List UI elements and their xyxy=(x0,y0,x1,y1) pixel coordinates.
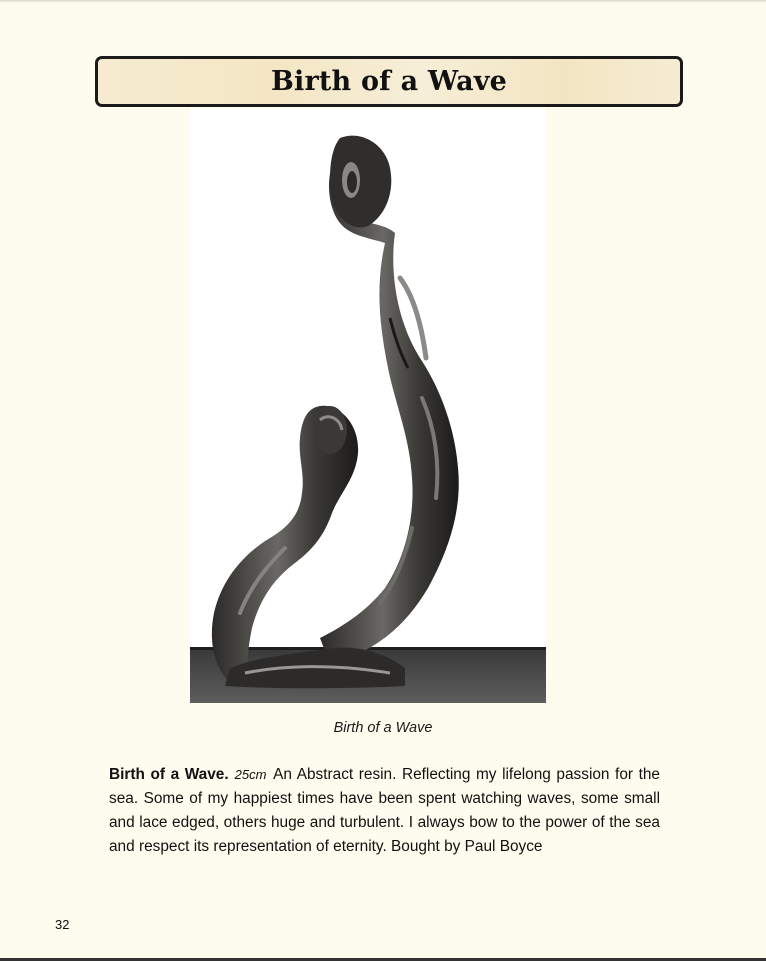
page-title: Birth of a Wave xyxy=(270,66,508,97)
artwork-size: 25cm xyxy=(234,767,267,782)
artwork-title: Birth of a Wave. xyxy=(109,766,229,783)
title-banner xyxy=(95,56,683,107)
top-edge-shadow xyxy=(0,0,766,3)
artwork-description-text: An Abstract resin. Reflecting my lifelong passion for the sea. Some of my happiest times have been spent watching waves, some small and lace edged, others huge and turbulent. I always bow to the power of the sea and respect its representation of eternity. Bought by Paul Boyce xyxy=(109,766,660,855)
artwork-description xyxy=(109,763,660,859)
photo-caption: Birth of a Wave xyxy=(333,720,433,736)
sculpture-photo xyxy=(190,108,546,703)
page-number: 32 xyxy=(55,917,70,932)
